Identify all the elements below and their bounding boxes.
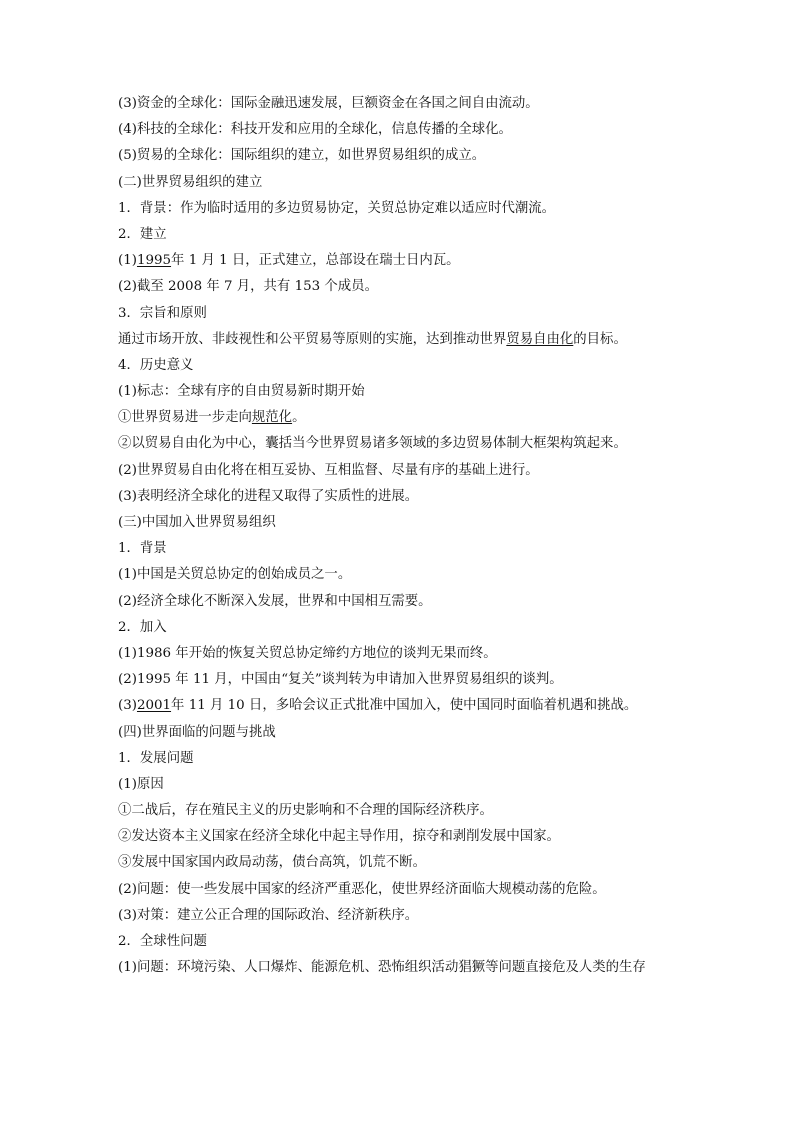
section-heading: (三)中国加入世界贸易组织 — [118, 515, 276, 530]
underlined-answer: 规范化 — [251, 410, 293, 426]
subsection-heading: 2．全球性问题 — [118, 934, 207, 949]
text-line: ①二战后，存在殖民主义的历史影响和不合理的国际经济秩序。 — [118, 803, 493, 819]
text-line: ③发展中国家国内政局动荡，债台高筑，饥荒不断。 — [118, 855, 426, 871]
subsection-heading: 4．历史意义 — [118, 357, 194, 373]
text-line — [118, 693, 688, 719]
text-line: (2)世界贸易自由化将在相互妥协、互相监督、尽量有序的基础上进行。 — [118, 462, 539, 478]
underlined-answer: 2001 — [136, 698, 172, 714]
subsection-heading: 1．发展问题 — [118, 750, 194, 766]
text-line: ②以贸易自由化为中心，囊括当今世界贸易诸多领域的多边贸易体制大框架构筑起来。 — [118, 436, 627, 452]
line-prefix: 通过市场开放、非歧视性和公平贸易等原则的实施，达到推动世界 — [118, 331, 507, 347]
text-line: (2)经济全球化不断深入发展，世界和中国相互需要。 — [118, 593, 432, 609]
text-line: (5)贸易的全球化：国际组织的建立，如世界贸易组织的成立。 — [118, 148, 486, 164]
text-line: (2)截至 2008 年 7 月，共有 153 个成员。 — [118, 279, 378, 295]
document-body — [118, 91, 688, 981]
line-suffix: 的目标。 — [573, 331, 627, 347]
line-suffix: 年 11 月 10 日，多哈会议正式批准中国加入，使中国同时面临着机遇和挑战。 — [171, 698, 638, 714]
text-line: (3)资金的全球化：国际金融迅速发展，巨额资金在各国之间自由流动。 — [118, 96, 539, 111]
section-heading: (四)世界面临的问题与挑战 — [118, 724, 276, 740]
subsection-heading: 1．背景 — [118, 541, 167, 557]
text-line — [118, 327, 688, 353]
text-line: 1．背景：作为临时适用的多边贸易协定，关贸总协定难以适应时代潮流。 — [118, 200, 556, 216]
subsection-heading: 2．建立 — [118, 226, 167, 242]
text-line: (1)问题：环境污染、人口爆炸、能源危机、恐怖组织活动猖獗等问题直接危及人类的生存 — [118, 960, 646, 976]
text-line: (1)1986 年开始的恢复关贸总协定缔约方地位的谈判无果而终。 — [118, 645, 497, 661]
underlined-answer: 1995 — [136, 253, 172, 269]
text-line: (1)原因 — [118, 776, 164, 792]
subsection-heading: 3．宗旨和原则 — [118, 305, 207, 321]
line-suffix: 。 — [292, 410, 306, 426]
text-line: (2)1995 年 11 月，中国由“复关”谈判转为申请加入世界贸易组织的谈判。 — [118, 672, 563, 688]
text-line: (2)问题：使一些发展中国家的经济严重恶化，使世界经济面临大规模动荡的危险。 — [118, 881, 606, 897]
line-prefix: (1) — [118, 253, 137, 269]
line-prefix: (3) — [118, 698, 137, 714]
text-line — [118, 405, 688, 431]
underlined-answer: 贸易自由化 — [506, 331, 574, 347]
line-prefix: ①世界贸易进一步走向 — [118, 410, 252, 426]
text-line: (4)科技的全球化：科技开发和应用的全球化，信息传播的全球化。 — [118, 122, 512, 138]
text-line — [118, 248, 688, 274]
text-line: (1)标志：全球有序的自由贸易新时期开始 — [118, 384, 365, 400]
text-line: (3)表明经济全球化的进程又取得了实质性的进展。 — [118, 488, 419, 504]
section-heading: (二)世界贸易组织的建立 — [118, 174, 263, 190]
text-line: (3)对策：建立公正合理的国际政治、经济新秩序。 — [118, 907, 419, 923]
text-line: (1)中国是关贸总协定的创始成员之一。 — [118, 567, 352, 583]
line-suffix: 年 1 月 1 日，正式建立，总部设在瑞士日内瓦。 — [171, 253, 460, 269]
subsection-heading: 2．加入 — [118, 619, 167, 635]
text-line: ②发达资本主义国家在经济全球化中起主导作用，掠夺和剥削发展中国家。 — [118, 829, 560, 845]
